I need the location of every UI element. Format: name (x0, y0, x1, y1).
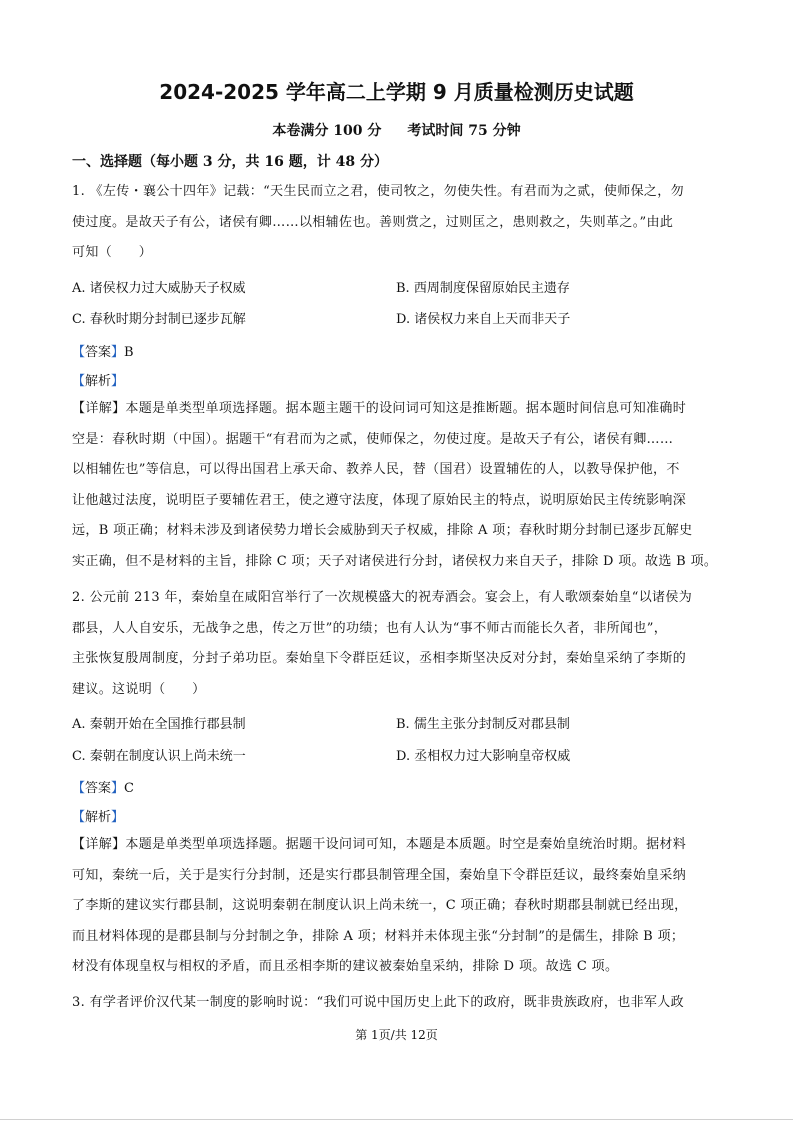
question-2-detail-line: 而且材料体现的是郡县制与分封制之争，排除 A 项；材料并未体现主张“分封制”的是儒生，排除 B 项； (72, 928, 685, 944)
question-1-option-a: A. 诸侯权力过大威胁天子权威 (72, 281, 246, 296)
page-bottom-divider (0, 1119, 793, 1120)
question-2-answer: 【答案】C (72, 781, 134, 796)
exam-title: 2024-2025 学年高二上学期 9 月质量检测历史试题 (159, 80, 634, 104)
answer-label: 答案 (85, 781, 112, 796)
question-1-detail (72, 394, 724, 577)
answer-label: 答案 (85, 345, 112, 360)
question-1-detail-line: 让他越过法度，说明臣子要辅佐君王，使之遵守法度，体现了原始民主的特点，说明原始民主传统影响深 (72, 492, 687, 508)
question-3-stem-line: 3. 有学者评价汉代某一制度的影响时说：“我们可说中国历史上此下的政府，既非贵族政府，也非军人政 (72, 995, 684, 1010)
question-2-option-b: B. 儒生主张分封制反对郡县制 (396, 717, 570, 732)
question-1-detail-line: 以相辅佐也”等信息，可以得出国君上承天命、教养人民，替（国君）设置辅佐的人，以教导保护他，不 (72, 462, 680, 477)
question-2-analysis-label: 【解析】 (72, 810, 125, 825)
question-2-detail-line: 【详解】本题是单类型单项选择题。据题干设问词可知，本题是本质题。时空是秦始皇统治时期。据材料 (72, 837, 687, 852)
question-2-detail-line: 材没有体现皇权与相权的矛盾，而且丞相李斯的建议被秦始皇采纳，排除 D 项。故选 C 项。 (72, 959, 619, 974)
answer-value: B (124, 345, 134, 360)
question-2-stem (72, 583, 724, 705)
analysis-label: 解析 (85, 374, 112, 389)
question-1-option-d: D. 诸侯权力来自上天而非天子 (396, 312, 571, 327)
question-2-detail-line: 可知，秦统一后，关于是实行分封制，还是实行郡县制管理全国，秦始皇下令群臣廷议，最终秦始皇采纳 (72, 867, 687, 883)
answer-value: C (124, 781, 134, 796)
question-1-analysis-label: 【解析】 (72, 374, 125, 389)
question-2-detail (72, 830, 724, 983)
question-1-detail-line: 【详解】本题是单类型单项选择题。据本题主题干的设问词可知这是推断题。据本题时间信息可知准确时 (72, 401, 687, 416)
question-2-option-c: C. 秦朝在制度认识上尚未统一 (72, 749, 246, 764)
question-2-stem-line: 2. 公元前 213 年，秦始皇在咸阳宫举行了一次规模盛大的祝寿酒会。宴会上，有人歌颂秦始皇“以诸侯为 (72, 590, 693, 605)
question-1-answer: 【答案】B (72, 345, 134, 360)
page-footer: 第 1页/共 12页 (355, 1028, 438, 1042)
detail-label: 详解 (85, 837, 113, 852)
question-1-detail-line: 实正确，但不是材料的主旨，排除 C 项；天子对诸侯进行分封，诸侯权力来自天子，排除 D 项。故选 B 项。 (72, 553, 718, 569)
section-heading: 一、选择题（每小题 3 分，共 16 题，计 48 分） (72, 154, 388, 170)
question-1-detail-line: 空是：春秋时期（中国）。据题干“有君而为之贰，使师保之，勿使过度。是故天子有公，诸侯有卿…… (72, 431, 674, 447)
question-1-stem (72, 177, 724, 269)
question-2-option-d: D. 丞相权力过大影响皇帝权威 (396, 749, 571, 764)
question-1-detail-line: 远，B 项正确；材料未涉及到诸侯势力增长会威胁到天子权威，排除 A 项；春秋时期分封制已逐步瓦解史 (72, 523, 693, 538)
question-1-stem-line: 可知（ ） (72, 245, 153, 260)
question-2-stem-line: 主张恢复殷周制度，分封子弟功臣。秦始皇下令群臣廷议，丞相李斯坚决反对分封，秦始皇采纳了李斯的 (72, 651, 687, 666)
exam-time-text: 考试时间 75 分钟 (407, 123, 521, 139)
question-2-detail-line: 了李斯的建议实行郡县制，这说明秦朝在制度认识上尚未统一，C 项正确；春秋时期郡县制就已经出现， (72, 898, 688, 913)
question-2-option-a: A. 秦朝开始在全国推行郡县制 (72, 717, 246, 732)
question-1-stem-line: 使过度。是故天子有公，诸侯有卿……以相辅佐也。善则赏之，过则匡之，患则救之，失则革之。”由此 (72, 214, 674, 230)
question-1-option-c: C. 春秋时期分封制已逐步瓦解 (72, 312, 246, 327)
question-3-stem (72, 988, 724, 1019)
question-2-stem-line: 郡县，人人自安乐，无战争之患，传之万世”的功绩；也有人认为“事不师古而能长久者，非所闻也”， (72, 620, 668, 636)
exam-subtitle (0, 120, 793, 140)
analysis-label: 解析 (85, 810, 112, 825)
question-1-option-b: B. 西周制度保留原始民主遗存 (396, 281, 570, 296)
question-1-stem-line: 1. 《左传・襄公十四年》记载：“天生民而立之君，使司牧之，勿使失性。有君而为之贰，使师保之，勿 (72, 184, 684, 199)
detail-label: 详解 (85, 401, 113, 416)
question-2-stem-line: 建议。这说明（ ） (72, 681, 206, 697)
full-score-text: 本卷满分 100 分 (272, 123, 382, 139)
